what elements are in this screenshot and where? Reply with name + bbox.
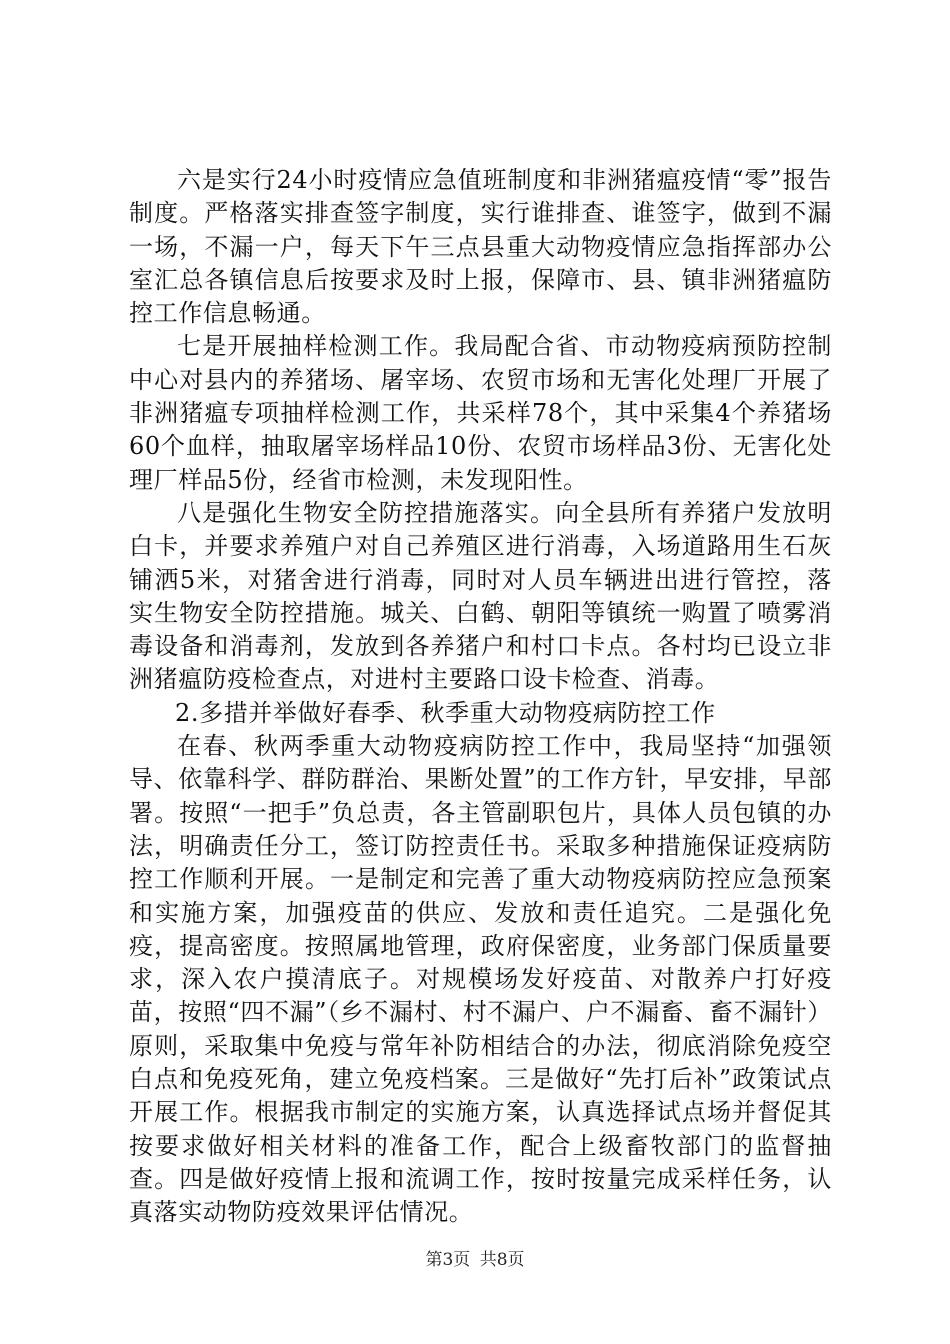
section-heading-2: 2.多措并举做好春季、秋季重大动物疫病防控工作 <box>175 698 716 727</box>
paragraph-item-6-duty-system: 六是实行24小时疫情应急值班制度和非洲猪瘟疫情“零”报告制度。严格落实排查签字制度，实行谁排查、谁签字，做到不漏一场，不漏一户，每天下午三点县重大动物疫情应急指挥部办公室汇总各镇信息后按要求及时上报，保障市、县、镇非洲猪瘟防控工作信息畅通。 <box>129 166 832 328</box>
page-total: 共8页 <box>479 1250 525 1270</box>
paragraph-item-7-sampling-testing: 七是开展抽样检测工作。我局配合省、市动物疫病预防控制中心对县内的养猪场、屠宰场、农贸市场和无害化处理厂开展了非洲猪瘟专项抽样检测工作，共采样78个，其中采集4个养猪场60个血样，抽取屠宰场样品10份、农贸市场样品3份、无害化处理厂样品5份，经省市检测，未发现阳性。 <box>129 332 832 494</box>
paragraph-item-8-biosecurity: 八是强化生物安全防控措施落实。向全县所有养猪户发放明白卡，并要求养殖户对自己养殖区进行消毒，入场道路用生石灰铺洒5米，对猪舍进行消毒，同时对人员车辆进出进行管控，落实生物安全防控措施。城关、白鹤、朝阳等镇统一购置了喷雾消毒设备和消毒剂，发放到各养猪户和村口卡点。各村均已设立非洲猪瘟防疫检查点，对进村主要路口设卡检查、消毒。 <box>129 498 832 694</box>
page-footer <box>0 1245 950 1270</box>
document-body <box>129 164 832 1230</box>
paragraph-spring-autumn-prevention: 在春、秋两季重大动物疫病防控工作中，我局坚持“加强领导、依靠科学、群防群治、果断处置”的工作方针，早安排，早部署。按照“一把手”负总责，各主管副职包片，具体人员包镇的办法，明确责任分工，签订防控责任书。采取多种措施保证疫病防控工作顺利开展。一是制定和完善了重大动物疫病防控应急预案和实施方案，加强疫苗的供应、发放和责任追究。二是强化免疫，提高密度。按照属地管理，政府保密度，业务部门保质量要求，深入农户摸清底子。对规模场发好疫苗、对散养户打好疫苗，按照“四不漏”（乡不漏村、村不漏户、户不漏畜、畜不漏针）原则，采取集中免疫与常年补防相结合的办法，彻底消除免疫空白点和免疫死角，建立免疫档案。三是做好“先打后补”政策试点开展工作。根据我市制定的实施方案，认真选择试点场并督促其按要求做好相关材料的准备工作，配合上级畜牧部门的监督抽查。四是做好疫情上报和流调工作，按时按量完成采样任务，认真落实动物防疫效果评估情况。 <box>129 732 832 1227</box>
page-number: 第3页 <box>425 1250 471 1270</box>
